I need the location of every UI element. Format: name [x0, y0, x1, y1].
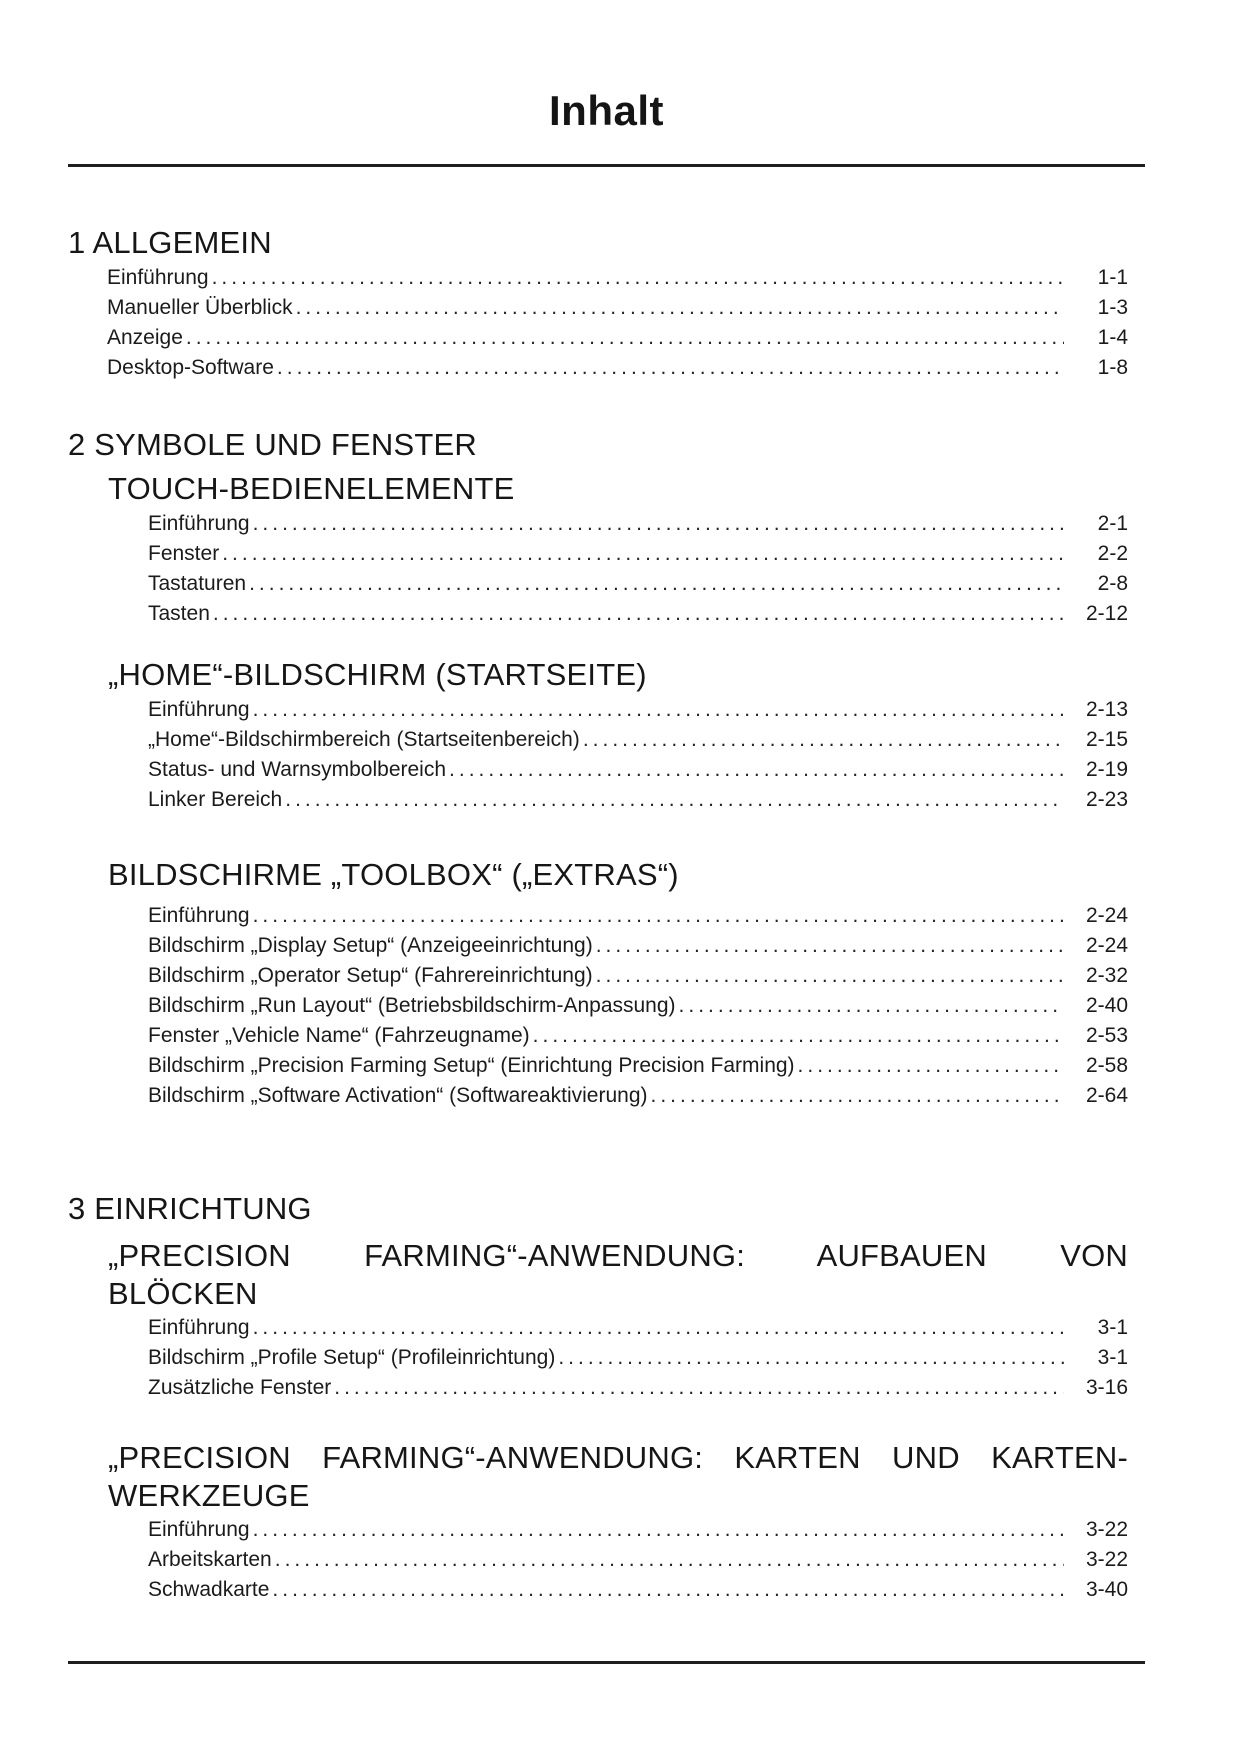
toc-entry [148, 569, 1145, 599]
section-heading [108, 1237, 1145, 1313]
dot-leader [213, 599, 1064, 629]
entry-page-number: 2-32 [1085, 964, 1128, 987]
entry-label: Einführung [148, 512, 250, 535]
entry-label: Bildschirm „Run Layout“ (Betriebsbildschirm-Anpassung) [148, 994, 676, 1017]
entry-page-number: 3-22 [1085, 1548, 1128, 1571]
toc-entry [148, 1343, 1145, 1373]
entry-page-number: 2-12 [1085, 602, 1128, 625]
dot-leader [186, 323, 1064, 353]
entry-page-number: 2-53 [1085, 1024, 1128, 1047]
entry-label: Tastaturen [148, 572, 247, 595]
dot-leader [296, 293, 1064, 323]
entry-label: Manueller Überblick [107, 296, 293, 319]
dot-leader [253, 509, 1064, 539]
toc-entry [148, 509, 1145, 539]
entry-group [148, 901, 1145, 1111]
toc-entry [148, 599, 1145, 629]
dot-leader [583, 725, 1064, 755]
entry-label: Schwadkarte [148, 1578, 270, 1601]
dot-leader [596, 931, 1064, 961]
section-heading-line: WERKZEUGE [108, 1478, 310, 1513]
dot-leader [798, 1051, 1064, 1081]
dot-leader [679, 991, 1064, 1021]
dot-leader [253, 901, 1064, 931]
entry-page-number: 1-1 [1097, 266, 1128, 289]
entry-label: Bildschirm „Operator Setup“ (Fahrereinrichtung) [148, 964, 593, 987]
toc-entry [148, 1313, 1145, 1343]
chapter-heading: 1 ALLGEMEIN [68, 225, 272, 260]
toc-entry [148, 785, 1145, 815]
entry-label: Desktop-Software [107, 356, 274, 379]
chapter-allgemein [68, 225, 1145, 383]
section-heading-line: BLÖCKEN [108, 1276, 258, 1311]
toc-entry [148, 901, 1145, 931]
dot-leader [253, 695, 1064, 725]
section-home-bildschirm [68, 657, 1145, 815]
chapter-heading: 3 EINRICHTUNG [68, 1191, 312, 1226]
entry-label: Bildschirm „Display Setup“ (Anzeigeeinrichtung) [148, 934, 593, 957]
section-toolbox-bildschirme [68, 857, 1145, 1111]
dot-leader [449, 755, 1064, 785]
toc-entry [148, 695, 1145, 725]
toc-entry [148, 755, 1145, 785]
entry-label: Einführung [148, 1316, 250, 1339]
section-heading: „HOME“-BILDSCHIRM (STARTSEITE) [108, 657, 647, 692]
toc-entry [148, 1051, 1145, 1081]
entry-label: Einführung [148, 698, 250, 721]
entry-page-number: 3-16 [1085, 1376, 1128, 1399]
entry-group [148, 1313, 1145, 1403]
section-heading-line: „PRECISION FARMING“-ANWENDUNG: KARTEN UND KARTEN- [108, 1440, 1128, 1475]
entry-label: Fenster „Vehicle Name“ (Fahrzeugname) [148, 1024, 530, 1047]
dot-leader [533, 1021, 1064, 1051]
entry-page-number: 3-22 [1085, 1518, 1128, 1541]
dot-leader [272, 1575, 1064, 1605]
entry-page-number: 2-8 [1097, 572, 1128, 595]
dot-leader [334, 1373, 1064, 1403]
entry-page-number: 2-24 [1085, 934, 1128, 957]
section-heading-line: „PRECISION FARMING“-ANWENDUNG: AUFBAUEN VON [108, 1238, 1128, 1273]
entry-label: Einführung [148, 904, 250, 927]
toc-entry [148, 961, 1145, 991]
toc-entry [148, 931, 1145, 961]
entry-page-number: 3-1 [1097, 1316, 1128, 1339]
dot-leader [253, 1313, 1064, 1343]
entry-label: Tasten [148, 602, 210, 625]
dot-leader [596, 961, 1064, 991]
chapter-heading: 2 SYMBOLE UND FENSTER [68, 427, 478, 462]
chapter-symbole-und-fenster [68, 427, 1145, 1111]
toc-entry [107, 263, 1145, 293]
toc-entry [107, 293, 1145, 323]
entry-label: Fenster [148, 542, 220, 565]
entry-group [148, 509, 1145, 629]
dot-leader [651, 1081, 1064, 1111]
toc-entry [148, 1575, 1145, 1605]
toc-entry [148, 1081, 1145, 1111]
entry-group [148, 1515, 1145, 1605]
entry-label: „Home“-Bildschirmbereich (Startseitenbereich) [148, 728, 580, 751]
entry-label: Einführung [148, 1518, 250, 1541]
entry-label: Status- und Warnsymbolbereich [148, 758, 447, 781]
dot-leader [253, 1515, 1064, 1545]
toc-entry [148, 539, 1145, 569]
entry-label: Anzeige [107, 326, 183, 349]
entry-label: Einführung [107, 266, 209, 289]
entry-label: Zusätzliche Fenster [148, 1376, 332, 1399]
top-rule [68, 164, 1145, 167]
toc-entry [148, 1545, 1145, 1575]
dot-leader [285, 785, 1064, 815]
page-title: Inhalt [549, 87, 664, 134]
dot-leader [249, 569, 1064, 599]
section-heading: BILDSCHIRME „TOOLBOX“ („EXTRAS“) [108, 857, 679, 892]
entry-group [148, 695, 1145, 815]
entry-page-number: 2-15 [1085, 728, 1128, 751]
section-heading [108, 1439, 1145, 1515]
entry-page-number: 2-24 [1085, 904, 1128, 927]
section-precision-farming-bloecke [68, 1237, 1145, 1403]
entry-label: Linker Bereich [148, 788, 283, 811]
entry-label: Arbeitskarten [148, 1548, 272, 1571]
entry-page-number: 2-19 [1085, 758, 1128, 781]
entry-page-number: 2-2 [1097, 542, 1128, 565]
toc-entry [107, 353, 1145, 383]
dot-leader [275, 1545, 1064, 1575]
entry-page-number: 2-58 [1085, 1054, 1128, 1077]
section-heading: TOUCH-BEDIENELEMENTE [108, 471, 515, 506]
entry-page-number: 1-4 [1097, 326, 1128, 349]
entry-page-number: 2-64 [1085, 1084, 1128, 1107]
dot-leader [222, 539, 1064, 569]
dot-leader [277, 353, 1064, 383]
entry-page-number: 3-40 [1085, 1578, 1128, 1601]
section-touch-bedienelemente [68, 471, 1145, 629]
entry-label: Bildschirm „Software Activation“ (Softwareaktivierung) [148, 1084, 648, 1107]
toc-entry [148, 991, 1145, 1021]
entry-page-number: 1-3 [1097, 296, 1128, 319]
entry-label: Bildschirm „Precision Farming Setup“ (Einrichtung Precision Farming) [148, 1054, 795, 1077]
entry-page-number: 2-13 [1085, 698, 1128, 721]
entry-page-number: 2-23 [1085, 788, 1128, 811]
entry-page-number: 1-8 [1097, 356, 1128, 379]
chapter-einrichtung [68, 1191, 1145, 1605]
entry-page-number: 2-40 [1085, 994, 1128, 1017]
toc-entry [107, 323, 1145, 353]
dot-leader [558, 1343, 1064, 1373]
toc-entry [148, 725, 1145, 755]
toc-entry [148, 1021, 1145, 1051]
toc-entry [148, 1373, 1145, 1403]
entry-label: Bildschirm „Profile Setup“ (Profileinrichtung) [148, 1346, 556, 1369]
entry-group [107, 263, 1145, 383]
entry-page-number: 3-1 [1097, 1346, 1128, 1369]
section-precision-farming-karten [68, 1439, 1145, 1605]
entry-page-number: 2-1 [1097, 512, 1128, 535]
bottom-rule [68, 1661, 1145, 1664]
dot-leader [212, 263, 1064, 293]
toc-page [68, 0, 1145, 1664]
toc-entry [148, 1515, 1145, 1545]
